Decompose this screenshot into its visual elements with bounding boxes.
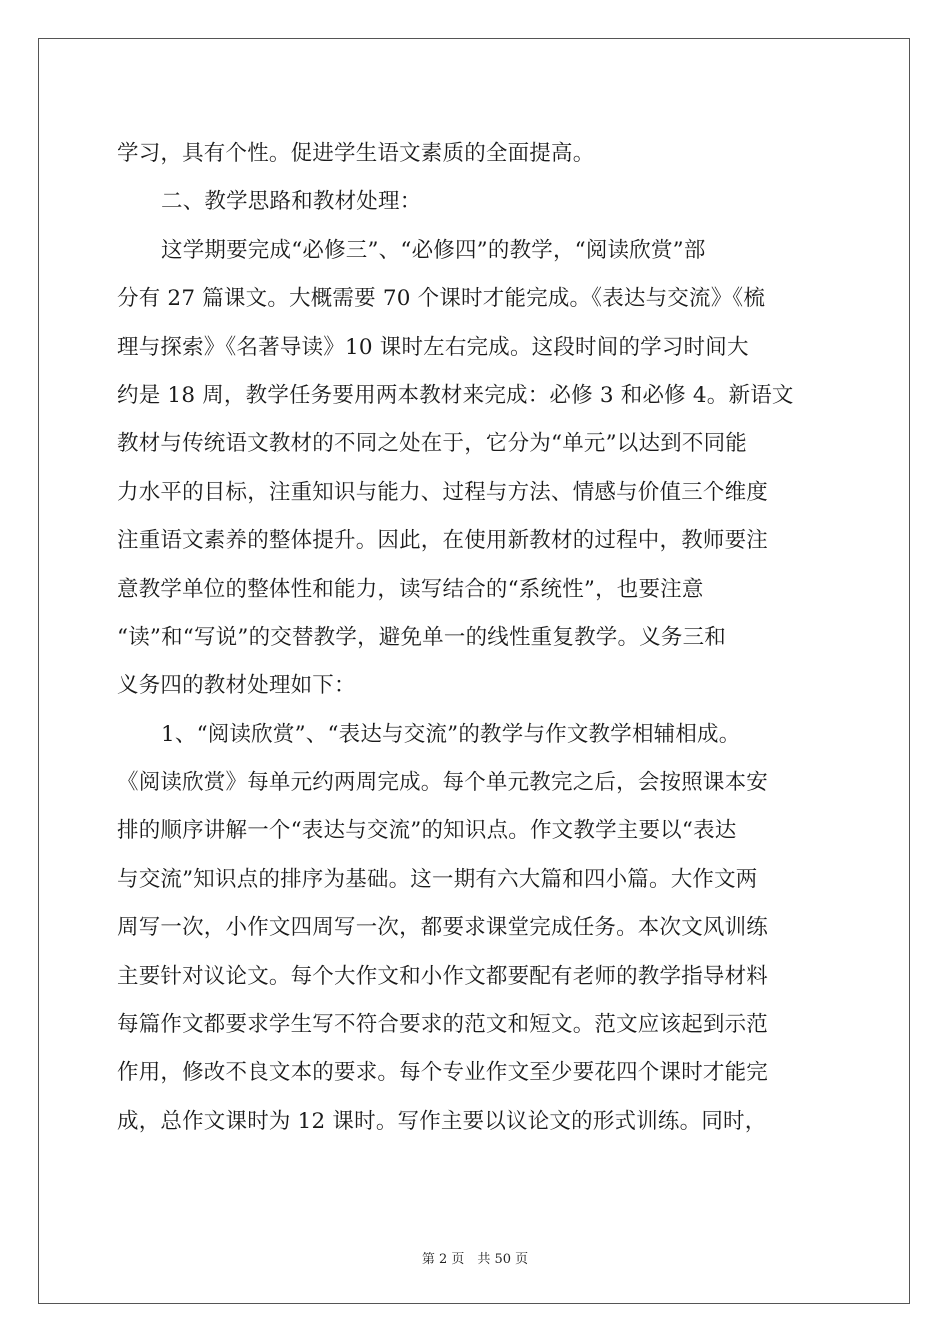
paragraph-start: 这学期要完成“必修三”、“必修四”的教学，“阅读欣赏”部 bbox=[161, 237, 706, 263]
text-line: 理与探索》《名著导读》10 课时左右完成。这段时间的学习时间大 bbox=[117, 334, 749, 360]
text-line: 力水平的目标，注重知识与能力、过程与方法、情感与价值三个维度 bbox=[117, 479, 769, 505]
text-line: 排的顺序讲解一个“表达与交流”的知识点。作文教学主要以“表达 bbox=[117, 818, 737, 844]
text-line: 周写一次，小作文四周写一次，都要求课堂完成任务。本次文风训练 bbox=[117, 915, 769, 941]
text-line: 注重语文素养的整体提升。因此，在使用新教材的过程中，教师要注 bbox=[117, 528, 769, 554]
text-line: 教材与传统语文教材的不同之处在于，它分为“单元”以达到不同能 bbox=[117, 431, 747, 457]
text-line: 成，总作文课时为 12 课时。写作主要以议论文的形式训练。同时， bbox=[117, 1108, 767, 1134]
text-line: 与交流”知识点的排序为基础。这一期有六大篇和四小篇。大作文两 bbox=[117, 866, 758, 892]
text-line: 义务四的教材处理如下： bbox=[117, 673, 356, 699]
text-line: 《阅读欣赏》每单元约两周完成。每个单元教完之后，会按照课本安 bbox=[117, 770, 769, 796]
text-line: 学习，具有个性。促进学生语文素质的全面提高。 bbox=[117, 141, 595, 166]
list-item-heading: 1、“阅读欣赏”、“表达与交流”的教学与作文教学相辅相成。 bbox=[161, 721, 741, 747]
text-line: 作用，修改不良文本的要求。每个专业作文至少要花四个课时才能完 bbox=[117, 1060, 769, 1086]
document-body bbox=[117, 130, 857, 1146]
text-line: 主要针对议论文。每个大作文和小作文都要配有老师的教学指导材料 bbox=[117, 963, 769, 989]
text-line: 分有 27 篇课文。大概需要 70 个课时才能完成。《表达与交流》《梳 bbox=[117, 286, 766, 312]
text-line: “读”和“写说”的交替教学，避免单一的线性重复教学。义务三和 bbox=[117, 624, 726, 650]
page-number-footer: 第 2 页 共 50 页 bbox=[421, 1252, 529, 1267]
section-heading: 二、教学思路和教材处理： bbox=[161, 189, 422, 215]
text-line: 约是 18 周，教学任务要用两本教材来完成：必修 3 和必修 4。新语文 bbox=[117, 382, 794, 408]
text-line: 每篇作文都要求学生写不符合要求的范文和短文。范文应该起到示范 bbox=[117, 1012, 769, 1038]
text-line: 意教学单位的整体性和能力，读写结合的“系统性”，也要注意 bbox=[117, 576, 704, 602]
